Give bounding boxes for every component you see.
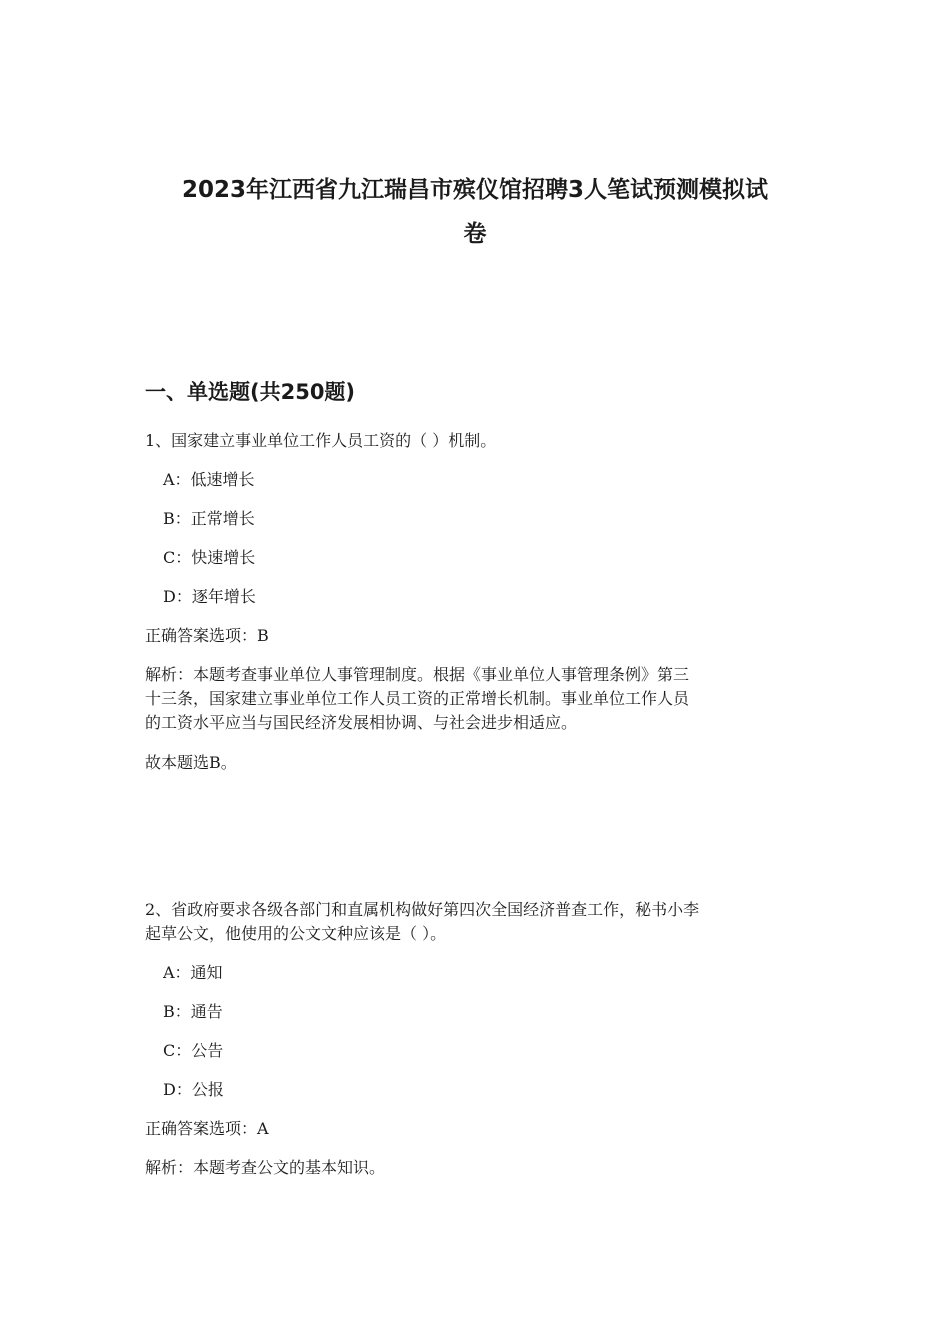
correct-answer: 正确答案选项：B xyxy=(145,626,269,645)
question-block-2 xyxy=(145,898,805,1180)
document-title xyxy=(145,168,805,256)
explanation-line-2: 十三条，国家建立事业单位工作人员工资的正常增长机制。事业单位工作人员 xyxy=(145,689,690,708)
option-b: B：正常增长 xyxy=(163,509,255,528)
option-b: B：通告 xyxy=(163,1002,223,1021)
correct-answer: 正确答案选项：A xyxy=(145,1119,269,1138)
question-text: 1、国家建立事业单位工作人员工资的（ ）机制。 xyxy=(145,431,497,450)
question-block-1 xyxy=(145,429,805,775)
question-text-line-2: 起草公文，他使用的公文文种应该是（ ）。 xyxy=(145,924,447,943)
explanation: 解析：本题考查公文的基本知识。 xyxy=(145,1158,386,1177)
section-heading: 一、单选题(共250题) xyxy=(145,380,356,404)
title-line-1: 2023年江西省九江瑞昌市殡仪馆招聘3人笔试预测模拟试 xyxy=(181,177,769,203)
title-line-2: 卷 xyxy=(463,221,487,247)
explanation xyxy=(145,663,805,735)
option-d: D：逐年增长 xyxy=(163,587,256,606)
conclusion: 故本题选B。 xyxy=(145,753,237,772)
option-a: A：通知 xyxy=(163,963,223,982)
option-a: A：低速增长 xyxy=(163,470,255,489)
option-c: C：快速增长 xyxy=(163,548,256,567)
explanation-line-3: 的工资水平应当与国民经济发展相协调、与社会进步相适应。 xyxy=(145,713,578,732)
option-c: C：公告 xyxy=(163,1041,224,1060)
option-d: D：公报 xyxy=(163,1080,224,1099)
question-text-line-1: 2、省政府要求各级各部门和直属机构做好第四次全国经济普查工作，秘书小李 xyxy=(145,900,700,919)
explanation-line-1: 解析：本题考查事业单位人事管理制度。根据《事业单位人事管理条例》第三 xyxy=(145,665,690,684)
